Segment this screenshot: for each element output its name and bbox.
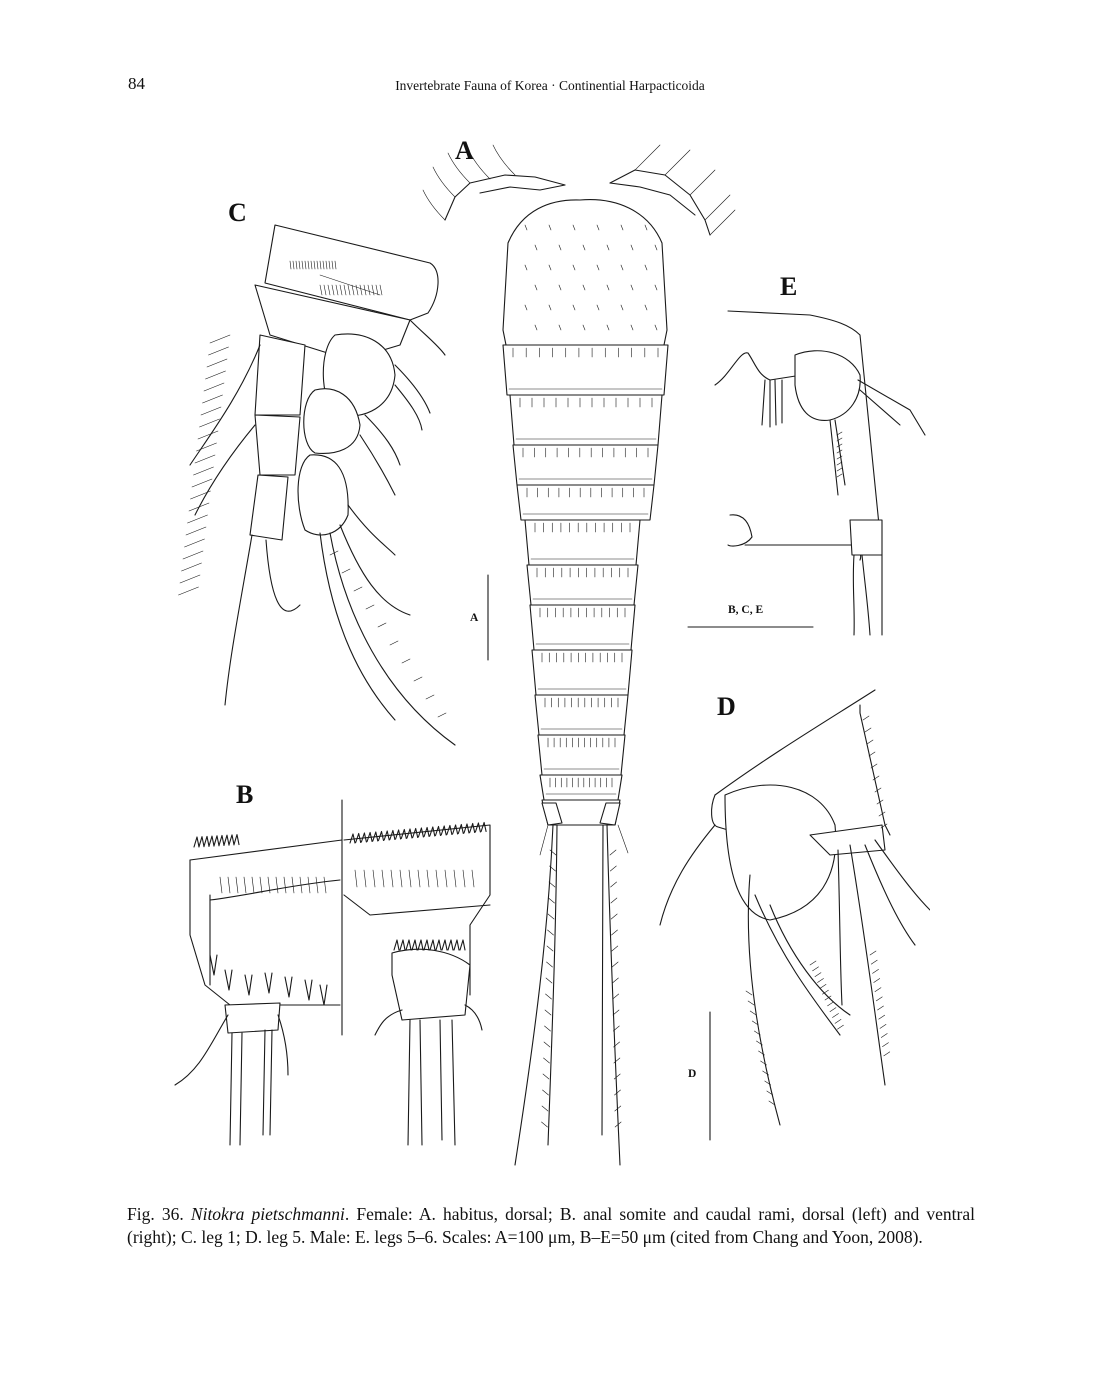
scale-label-a: A — [470, 612, 479, 624]
panel-label-d: D — [717, 692, 736, 721]
panel-a-habitus-drawing — [423, 145, 735, 1165]
panel-label-c: C — [228, 198, 247, 227]
caption-text: . Female: A. habitus, dorsal; B. anal somite and caudal rami, dorsal (left) and ventral (right); C. leg 1; D. leg 5. Male: E. legs 5–6. Scales: A=100 μm, B–E=50 μm (cited from Chang and Yoon, 2008). — [127, 1204, 976, 1247]
scale-label-d: D — [688, 1068, 697, 1080]
page-number: 84 — [128, 74, 145, 93]
figure-caption — [127, 1203, 975, 1248]
panel-d-leg5-drawing — [660, 690, 930, 1125]
panel-label-e: E — [780, 272, 798, 301]
panel-label-a: A — [455, 136, 474, 165]
caption-species: Nitokra pietschmanni — [190, 1204, 345, 1224]
caption-prefix: Fig. 36. — [127, 1204, 184, 1224]
figure-36 — [170, 135, 930, 1185]
panel-e-legs-drawing — [715, 311, 925, 635]
scale-label-bce: B, C, E — [728, 604, 764, 616]
panel-c-leg1-drawing — [179, 225, 456, 745]
running-title: Invertebrate Fauna of Korea · Continential Harpacticoida — [395, 78, 705, 93]
panel-b-anal-somite-drawing — [175, 800, 490, 1145]
panel-label-b: B — [236, 780, 254, 809]
